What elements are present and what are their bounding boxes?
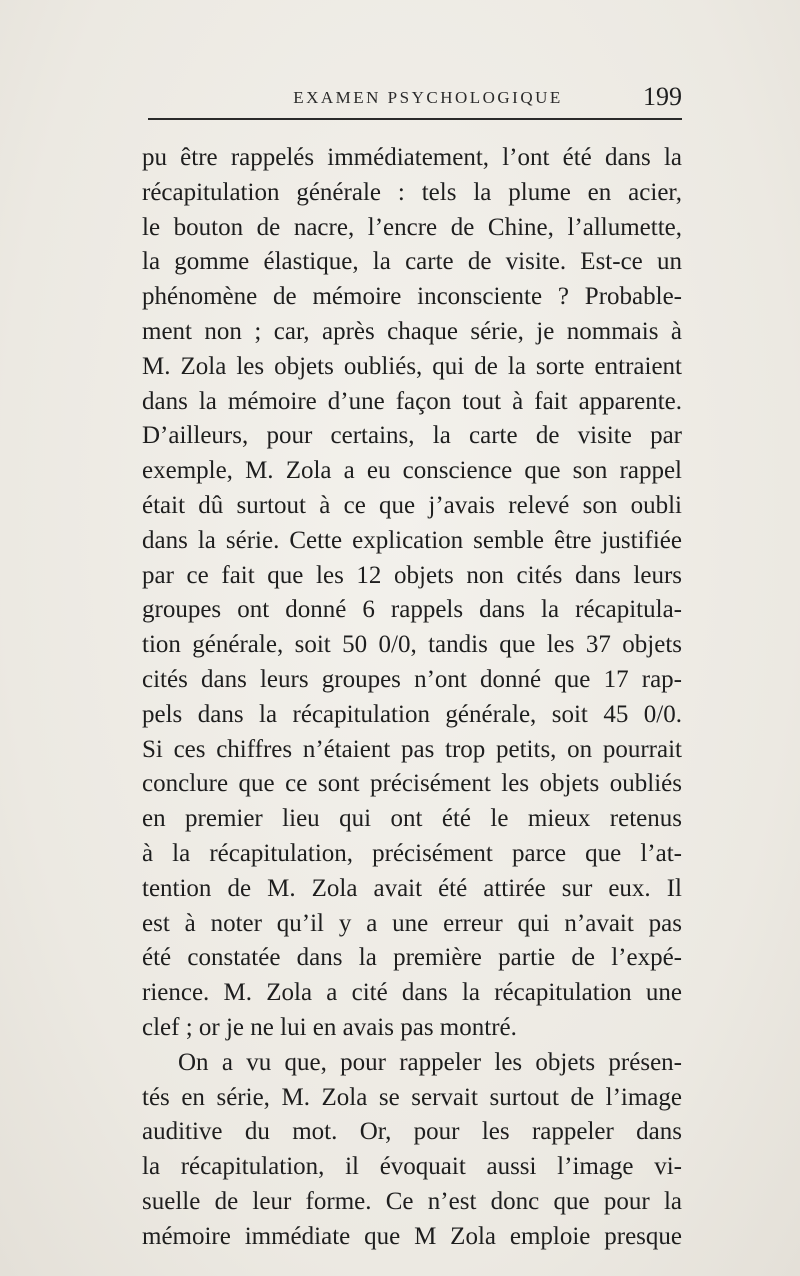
text-line: est à noter qu’il y a une erreur qui n’avait pas <box>142 909 682 937</box>
text-line: tention de M. Zola avait été attirée sur eux. Il <box>142 874 682 902</box>
text-line: tés en série, M. Zola se servait surtout de l’image <box>142 1083 682 1111</box>
text-line: à la récapitulation, précisément parce que l’at- <box>142 839 682 867</box>
text-line: rience. M. Zola a cité dans la récapitulation une <box>142 979 682 1007</box>
text-line: Si ces chiffres n’étaient pas trop petits, on pourrait <box>142 735 682 763</box>
text-line: le bouton de nacre, l’encre de Chine, l’allumette, <box>142 213 682 241</box>
text-line: par ce fait que les 12 objets non cités dans leurs <box>142 561 682 589</box>
running-title: EXAMEN PSYCHOLOGIQUE <box>293 88 563 107</box>
text-line: clef ; or je ne lui en avais pas montré. <box>142 1013 517 1041</box>
text-line: mémoire immédiate que M Zola emploie presque <box>142 1222 682 1250</box>
text-line: exemple, M. Zola a eu conscience que son rappel <box>142 457 682 485</box>
text-line: la récapitulation, il évoquait aussi l’image vi- <box>142 1153 682 1181</box>
text-line: en premier lieu qui ont été le mieux retenus <box>142 805 682 833</box>
text-line: On a vu que, pour rappeler les objets présen- <box>178 1048 682 1076</box>
header-rule <box>148 118 682 120</box>
text-line: cités dans leurs groupes n’ont donné que 17 rap- <box>142 665 682 693</box>
text-line: auditive du mot. Or, pour les rappeler dans <box>142 1118 682 1146</box>
text-line: pels dans la récapitulation générale, soit 45 0/0. <box>142 700 682 728</box>
text-line: dans la mémoire d’une façon tout à fait apparente. <box>142 387 682 415</box>
text-line: dans la série. Cette explication semble être justifiée <box>142 526 682 554</box>
page-number: 199 <box>643 82 682 111</box>
text-line: tion générale, soit 50 0/0, tandis que les 37 objets <box>142 631 682 659</box>
running-head <box>140 82 680 118</box>
text-line: récapitulation générale : tels la plume en acier, <box>142 178 682 206</box>
text-line: groupes ont donné 6 rappels dans la récapitula- <box>142 596 682 624</box>
text-line: suelle de leur forme. Ce n’est donc que pour la <box>142 1187 682 1215</box>
body-text <box>142 141 682 1255</box>
text-line: D’ailleurs, pour certains, la carte de visite par <box>142 422 682 450</box>
text-line: ment non ; car, après chaque série, je nommais à <box>142 317 682 345</box>
text-line: phénomène de mémoire inconsciente ? Probable- <box>142 283 682 311</box>
text-line: était dû surtout à ce que j’avais relevé son oubli <box>142 491 682 519</box>
text-line: M. Zola les objets oubliés, qui de la sorte entraient <box>142 352 682 380</box>
text-line: pu être rappelés immédiatement, l’ont été dans la <box>142 144 682 171</box>
text-line: la gomme élastique, la carte de visite. Est-ce un <box>142 248 682 276</box>
text-line: conclure que ce sont précisément les objets oubliés <box>142 770 682 798</box>
text-line: été constatée dans la première partie de l’expé- <box>142 944 682 972</box>
